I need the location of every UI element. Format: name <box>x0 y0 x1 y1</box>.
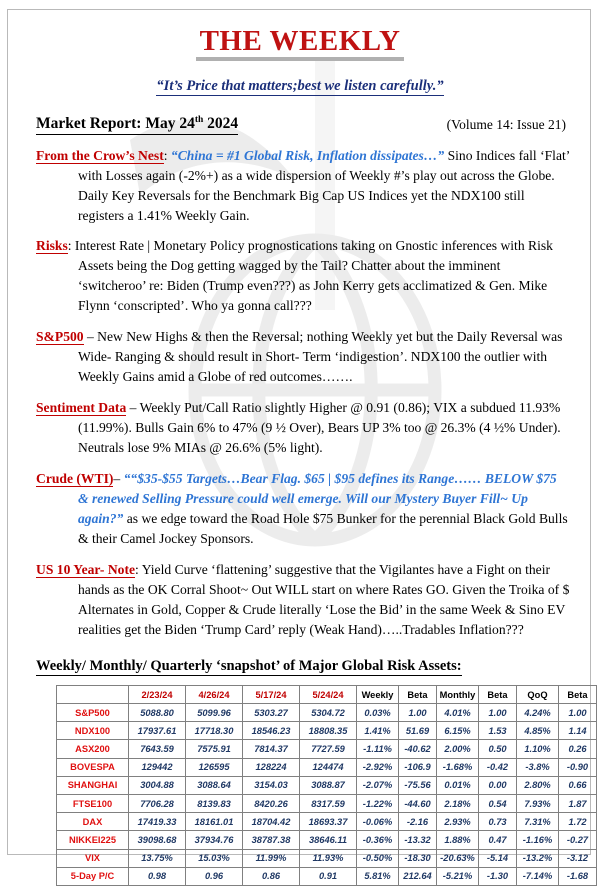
table-row <box>57 758 597 776</box>
table-cell: 8420.26 <box>243 795 300 813</box>
table-cell: 18808.35 <box>300 722 357 740</box>
table-cell: 3004.88 <box>129 776 186 794</box>
section-sp500 <box>36 327 570 387</box>
table-cell: 7727.59 <box>300 740 357 758</box>
table-col-header-date: 4/26/24 <box>186 685 243 703</box>
table-cell: -1.22% <box>357 795 399 813</box>
table-cell: -1.30 <box>479 867 517 885</box>
table-cell: 18693.37 <box>300 813 357 831</box>
section-heading: From the Crow’s Nest <box>36 147 164 163</box>
table-cell: 15.03% <box>186 849 243 867</box>
table-cell: -40.62 <box>399 740 437 758</box>
section-heading: US 10 Year- Note <box>36 562 136 578</box>
table-cell: -1.11% <box>357 740 399 758</box>
table-cell: -0.42 <box>479 758 517 776</box>
table-cell: 7.31% <box>517 813 559 831</box>
table-cell: 3154.03 <box>243 776 300 794</box>
table-row-label: SHANGHAI <box>57 776 129 794</box>
table-heading-text: Weekly/ Monthly/ Quarterly ‘snapshot’ of Major Global Risk Assets: <box>36 657 462 674</box>
table-cell: 5099.96 <box>186 704 243 722</box>
table-cell: -3.8% <box>517 758 559 776</box>
table-cell: -13.32 <box>399 831 437 849</box>
table-row-label: S&P500 <box>57 704 129 722</box>
table-cell: 37934.76 <box>186 831 243 849</box>
section-text: Yield Curve ‘flattening’ suggestive that the Vigilantes have a Fight on their hands as the OK Corral Shoot~ Out WILL start on where Rates GO. Given the Troika of $ Alternates in Gold, Copper & Crude literally ‘Lose the Bid’ in the same Week & Sino EV realities get the Biden ‘Trump Card’ reply (Weak Hand)…..Tradables Inflation??? <box>78 562 570 637</box>
table-cell: -20.63% <box>437 849 479 867</box>
table-cell: -2.16 <box>399 813 437 831</box>
table-cell: 3088.87 <box>300 776 357 794</box>
table-cell: 0.96 <box>186 867 243 885</box>
snapshot-table-wrap <box>56 685 589 886</box>
table-cell: 5088.80 <box>129 704 186 722</box>
table-cell: 1.00 <box>559 704 597 722</box>
table-col-header-beta-qoq: Beta <box>559 685 597 703</box>
section-separator: : <box>67 238 75 254</box>
table-col-header-beta-weekly: Beta <box>399 685 437 703</box>
table-col-header-date: 5/17/24 <box>243 685 300 703</box>
table-row <box>57 740 597 758</box>
section-text: New New Highs & then the Reversal; nothing Weekly yet but the Daily Reversal was Wide- Ranging & should result in Short- Term ‘indigestion’. NDX100 the outlier with Weekly Gains amid a Globe of red outcomes……. <box>78 329 563 385</box>
table-cell: -1.68% <box>437 758 479 776</box>
table-row <box>57 813 597 831</box>
table-cell: -1.68 <box>559 867 597 885</box>
table-col-header-monthly: Monthly <box>437 685 479 703</box>
section-heading: Risks <box>36 238 68 254</box>
table-cell: -2.92% <box>357 758 399 776</box>
table-cell: -5.21% <box>437 867 479 885</box>
table-cell: 212.64 <box>399 867 437 885</box>
table-row-label: NDX100 <box>57 722 129 740</box>
table-cell: 1.10% <box>517 740 559 758</box>
table-row <box>57 704 597 722</box>
table-cell: 39098.68 <box>129 831 186 849</box>
report-ordinal-suffix: th <box>194 115 204 126</box>
table-cell: -3.12 <box>559 849 597 867</box>
table-cell: 18546.23 <box>243 722 300 740</box>
table-cell: 0.66 <box>559 776 597 794</box>
table-cell: 4.24% <box>517 704 559 722</box>
table-cell: -0.36% <box>357 831 399 849</box>
table-cell: 17718.30 <box>186 722 243 740</box>
table-cell: -44.60 <box>399 795 437 813</box>
table-cell: 0.00 <box>479 776 517 794</box>
table-cell: -1.16% <box>517 831 559 849</box>
section-body-wrap <box>36 469 570 549</box>
report-year: 2024 <box>203 115 239 133</box>
table-cell: 11.99% <box>243 849 300 867</box>
table-cell: -13.2% <box>517 849 559 867</box>
table-cell: 5303.27 <box>243 704 300 722</box>
section-body-wrap <box>36 398 570 458</box>
section-crows-nest <box>36 146 570 226</box>
table-heading <box>36 658 570 675</box>
section-text: Interest Rate | Monetary Policy prognostications taking on Gnostic inferences with Risk Assets being the Dog getting wagged by the Tail? Chatter about the imminent ‘switcheroo’ re: Biden (Trump even???) as John Kerry gets acclimatized & Gen. Mike Flynn ‘conscripted’. Who ya gonna call??? <box>74 238 553 314</box>
table-cell: 5304.72 <box>300 704 357 722</box>
section-text: Sino Indices fall ‘Flat’ with Losses again (-2%+) as a wide dispersion of Weekly #’s play out across the Globe. Daily Key Reversals for the Benchmark Big Cap US Indices yet the NDX100 still registers a 1.41% Weekly Gain. <box>78 147 570 223</box>
table-cell: 51.69 <box>399 722 437 740</box>
table-cell: 0.98 <box>129 867 186 885</box>
table-corner-cell <box>57 685 129 703</box>
section-separator: : <box>163 147 171 163</box>
table-cell: 1.00 <box>399 704 437 722</box>
table-cell: 17419.33 <box>129 813 186 831</box>
table-cell: -106.9 <box>399 758 437 776</box>
table-cell: -5.14 <box>479 849 517 867</box>
table-col-header-date: 5/24/24 <box>300 685 357 703</box>
table-cell: -0.06% <box>357 813 399 831</box>
table-cell: 4.85% <box>517 722 559 740</box>
table-col-header-date: 2/23/24 <box>129 685 186 703</box>
table-cell: 0.03% <box>357 704 399 722</box>
table-cell: 7643.59 <box>129 740 186 758</box>
table-row-label: DAX <box>57 813 129 831</box>
section-separator: : <box>135 562 142 578</box>
table-cell: 1.41% <box>357 722 399 740</box>
table-cell: 1.87 <box>559 795 597 813</box>
section-quote: ““$35-$55 Targets…Bear Flag. $65 | $95 defines its Range…… BELOW $75 & renewed Selling Pressure could well emerge. Will our Mystery Buyer Fill~ Up again?” <box>78 471 557 527</box>
table-cell: 2.93% <box>437 813 479 831</box>
tagline <box>0 78 600 95</box>
table-row-label: FTSE100 <box>57 795 129 813</box>
section-risks <box>36 236 570 316</box>
table-cell: 0.73 <box>479 813 517 831</box>
table-row <box>57 795 597 813</box>
table-cell: -75.56 <box>399 776 437 794</box>
table-cell: 2.00% <box>437 740 479 758</box>
section-us-10-year-note <box>36 560 570 640</box>
page-title: THE WEEKLY <box>196 26 405 61</box>
section-body-wrap <box>36 327 570 387</box>
table-cell: 5.81% <box>357 867 399 885</box>
table-cell: -0.90 <box>559 758 597 776</box>
section-separator: – <box>83 329 98 345</box>
table-cell: 0.01% <box>437 776 479 794</box>
table-cell: 1.72 <box>559 813 597 831</box>
table-cell: 18704.42 <box>243 813 300 831</box>
table-cell: 2.18% <box>437 795 479 813</box>
snapshot-table <box>56 685 597 886</box>
table-cell: 13.75% <box>129 849 186 867</box>
table-cell: 0.54 <box>479 795 517 813</box>
section-crude-wti <box>36 469 570 549</box>
table-cell: 7.93% <box>517 795 559 813</box>
table-cell: 0.91 <box>300 867 357 885</box>
table-col-header-weekly: Weekly <box>357 685 399 703</box>
table-cell: -7.14% <box>517 867 559 885</box>
table-cell: 128224 <box>243 758 300 776</box>
table-cell: 126595 <box>186 758 243 776</box>
table-col-header-beta-monthly: Beta <box>479 685 517 703</box>
table-cell: 2.80% <box>517 776 559 794</box>
table-row <box>57 776 597 794</box>
table-cell: 0.47 <box>479 831 517 849</box>
table-cell: 6.15% <box>437 722 479 740</box>
section-separator: – <box>113 471 124 487</box>
table-row <box>57 849 597 867</box>
table-cell: -2.07% <box>357 776 399 794</box>
table-cell: 8139.83 <box>186 795 243 813</box>
table-cell: 18161.01 <box>186 813 243 831</box>
table-cell: -18.30 <box>399 849 437 867</box>
section-text: as we edge toward the Road Hole $75 Bunker for the perennial Black Gold Bulls & their Camel Jockey Sponsors. <box>78 511 568 547</box>
table-cell: 7575.91 <box>186 740 243 758</box>
table-row-label: VIX <box>57 849 129 867</box>
table-row <box>57 867 597 885</box>
table-row-label: NIKKEI225 <box>57 831 129 849</box>
table-cell: 1.53 <box>479 722 517 740</box>
report-label: Market Report: May 24 <box>36 115 195 133</box>
table-cell: 17937.61 <box>129 722 186 740</box>
tagline-text: “It’s Price that matters;best we listen carefully.” <box>156 78 444 95</box>
table-row-label: ASX200 <box>57 740 129 758</box>
table-row-label: 5-Day P/C <box>57 867 129 885</box>
section-heading: S&P500 <box>36 329 84 345</box>
table-row-label: BOVESPA <box>57 758 129 776</box>
table-header-row <box>57 685 597 703</box>
table-row <box>57 722 597 740</box>
section-text: Weekly Put/Call Ratio slightly Higher @ 0.91 (0.86); VIX a subdued 11.93% (11.99%). Bulls Gain 6% to 47% (9 ½ Over), Bears UP 3% too @ 26.3% (4 ½% Under). Neutrals lose 9% MIAs @ 26.6% (5% light). <box>78 400 561 456</box>
table-cell: -0.27 <box>559 831 597 849</box>
section-body-wrap <box>36 236 570 316</box>
report-date-title <box>36 115 238 134</box>
table-col-header-qoq: QoQ <box>517 685 559 703</box>
section-body-wrap <box>36 146 570 226</box>
table-cell: 4.01% <box>437 704 479 722</box>
table-cell: 7814.37 <box>243 740 300 758</box>
snapshot-table-body <box>57 704 597 886</box>
table-cell: 38787.38 <box>243 831 300 849</box>
section-heading: Sentiment Data <box>36 400 127 416</box>
table-cell: 124474 <box>300 758 357 776</box>
table-cell: 3088.64 <box>186 776 243 794</box>
section-heading: Crude (WTI) <box>36 471 114 487</box>
report-line <box>0 115 600 134</box>
table-cell: 1.14 <box>559 722 597 740</box>
table-cell: 1.00 <box>479 704 517 722</box>
section-separator: – <box>126 400 140 416</box>
table-cell: 7706.28 <box>129 795 186 813</box>
volume-issue: (Volume 14: Issue 21) <box>446 116 566 132</box>
table-cell: 0.86 <box>243 867 300 885</box>
table-cell: 0.26 <box>559 740 597 758</box>
table-cell: 38646.11 <box>300 831 357 849</box>
section-body-wrap <box>36 560 570 640</box>
table-cell: -0.50% <box>357 849 399 867</box>
masthead <box>0 26 600 61</box>
table-cell: 129442 <box>129 758 186 776</box>
table-row <box>57 831 597 849</box>
table-cell: 0.50 <box>479 740 517 758</box>
table-cell: 8317.59 <box>300 795 357 813</box>
table-cell: 1.88% <box>437 831 479 849</box>
table-cell: 11.93% <box>300 849 357 867</box>
section-sentiment-data <box>36 398 570 458</box>
section-quote: “China = #1 Global Risk, Inflation dissipates…” <box>170 147 445 163</box>
